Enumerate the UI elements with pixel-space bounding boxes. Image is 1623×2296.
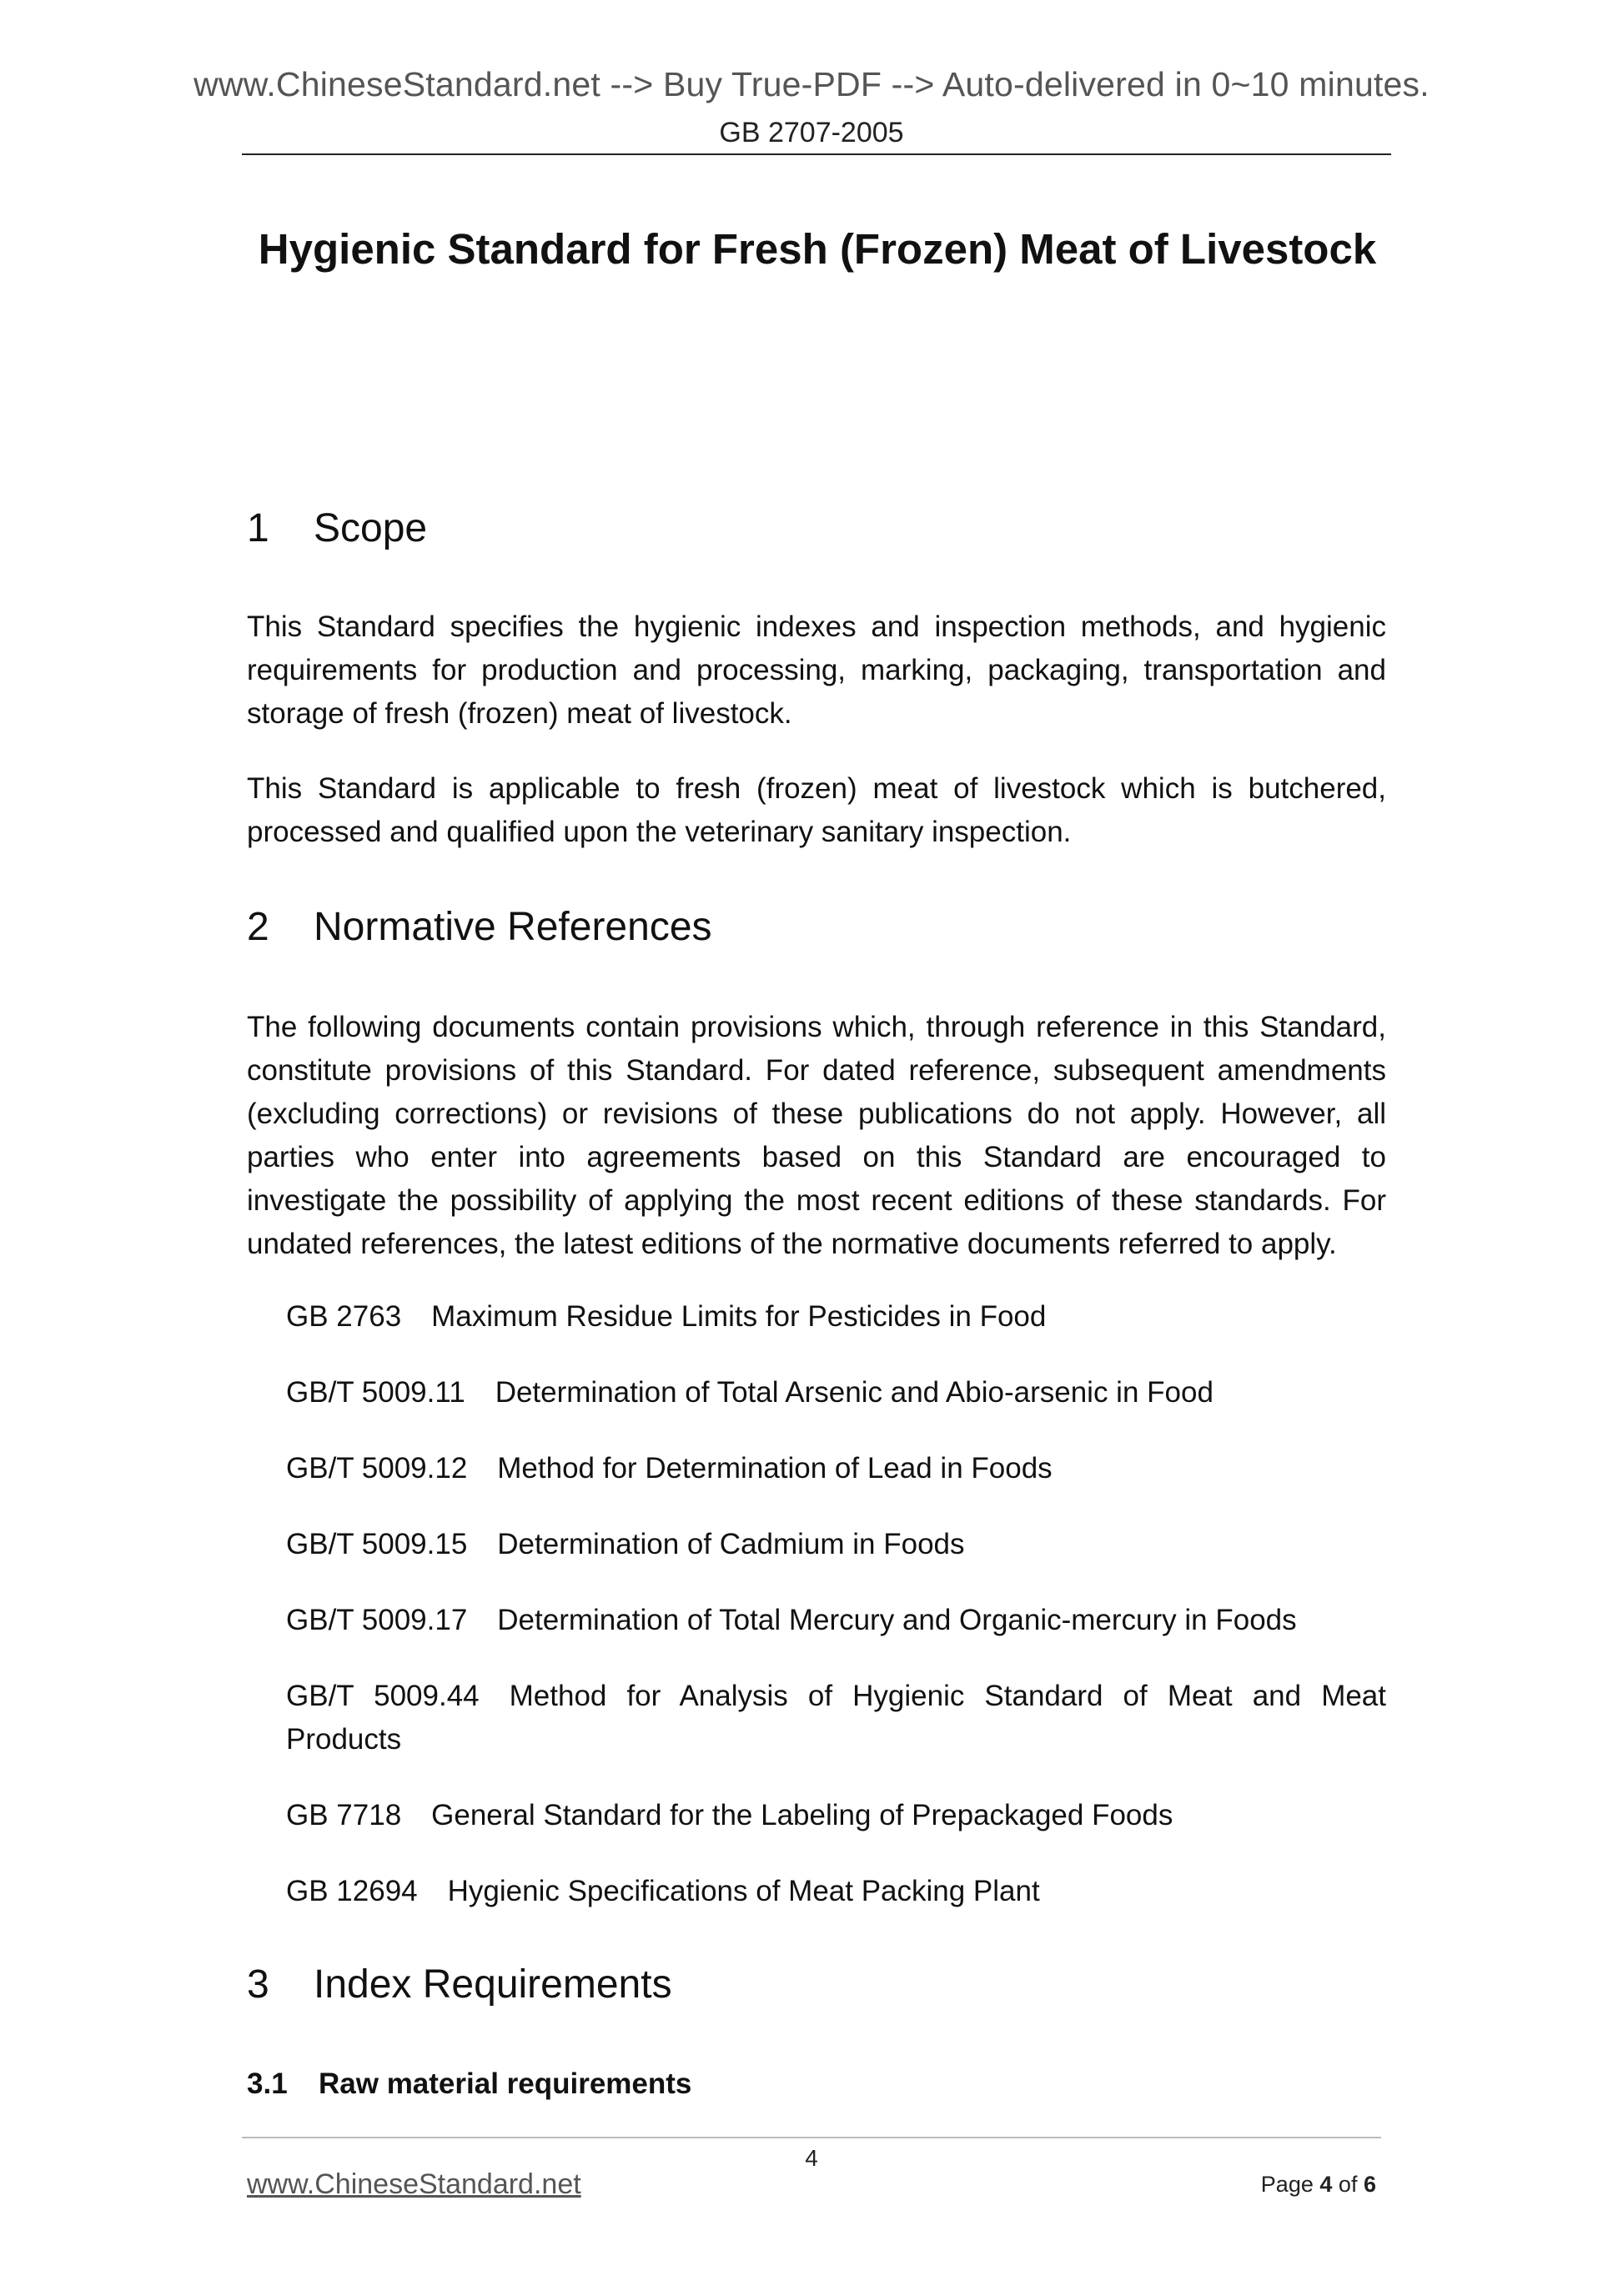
page-number: 4 <box>805 2145 818 2171</box>
footer-rule <box>242 2137 1381 2138</box>
page-total: 6 <box>1363 2172 1376 2197</box>
reference-code: GB/T 5009.15 <box>286 1528 468 1560</box>
reference-title: Determination of Cadmium in Foods <box>497 1528 965 1560</box>
section-number: 1 <box>247 506 269 550</box>
reference-title: Determination of Total Mercury and Organic-mercury in Foods <box>497 1604 1297 1636</box>
footer-page-indicator <box>1261 2172 1376 2198</box>
reference-title: General Standard for the Labeling of Prepackaged Foods <box>431 1799 1173 1831</box>
section-title: Index Requirements <box>314 1962 672 2007</box>
page-prefix: Page <box>1260 2172 1314 2197</box>
reference-title: Hygienic Specifications of Meat Packing Plant <box>447 1875 1040 1907</box>
standard-code: GB 2707-2005 <box>719 117 904 148</box>
footer-link[interactable]: www.ChineseStandard.net <box>247 2168 581 2200</box>
reference-item <box>286 1523 1386 1566</box>
reference-code: GB/T 5009.44 <box>286 1680 480 1712</box>
source-banner: www.ChineseStandard.net --> Buy True-PDF --> Auto-delivered in 0~10 minutes. <box>193 65 1430 103</box>
section-heading-scope <box>247 505 427 551</box>
reference-item <box>286 1870 1386 1913</box>
reference-code: GB 7718 <box>286 1799 402 1831</box>
page-current: 4 <box>1319 2172 1333 2197</box>
section-number: 2 <box>247 905 269 949</box>
reference-code: GB/T 5009.12 <box>286 1452 468 1485</box>
reference-title: Maximum Residue Limits for Pesticides in Food <box>431 1300 1047 1333</box>
reference-code: GB 12694 <box>286 1875 418 1907</box>
scope-paragraph-1: This Standard specifies the hygienic indexes and inspection methods, and hygienic requirements for production and processing, marking, packaging, transportation and storage of fresh (frozen) meat of livestock. <box>247 610 1386 730</box>
scope-paragraph-2: This Standard is applicable to fresh (frozen) meat of livestock which is butchered, processed and qualified upon the veterinary sanitary inspection. <box>247 772 1386 848</box>
document-title: Hygienic Standard for Fresh (Frozen) Meat of Livestock <box>258 225 1377 273</box>
subsection-number: 3.1 <box>247 2067 288 2100</box>
section-title: Normative References <box>314 905 712 949</box>
reference-code: GB/T 5009.17 <box>286 1604 468 1636</box>
section-number: 3 <box>247 1962 269 2007</box>
reference-item <box>286 1675 1386 1761</box>
reference-title: Method for Determination of Lead in Foods <box>497 1452 1053 1485</box>
reference-item <box>286 1794 1386 1837</box>
reference-item <box>286 1447 1386 1490</box>
reference-item <box>286 1599 1386 1642</box>
page-of: of <box>1338 2172 1358 2197</box>
reference-item <box>286 1371 1386 1414</box>
reference-code: GB 2763 <box>286 1300 402 1333</box>
subsection-title: Raw material requirements <box>319 2067 692 2100</box>
section-heading-references <box>247 904 712 950</box>
header-rule <box>242 153 1391 155</box>
reference-code: GB/T 5009.11 <box>286 1376 465 1409</box>
references-paragraph: The following documents contain provisions which, through reference in this Standard, constitute provisions of this Standard. For dated reference, subsequent amendments (excluding corrections) or revisions of these publications do not apply. However, all parties who enter into agreements based on this Standard are encouraged to investigate the possibility of applying the most recent editions of these standards. For undated references, the latest editions of the normative documents referred to apply. <box>247 1011 1386 1260</box>
reference-item <box>286 1295 1386 1339</box>
section-heading-index <box>247 1962 672 2007</box>
section-title: Scope <box>314 506 428 550</box>
reference-title: Method for Analysis of Hygienic Standard of Meat and Meat Products <box>286 1680 1387 1756</box>
reference-title: Determination of Total Arsenic and Abio-arsenic in Food <box>495 1376 1213 1409</box>
subsection-heading <box>247 2067 691 2101</box>
